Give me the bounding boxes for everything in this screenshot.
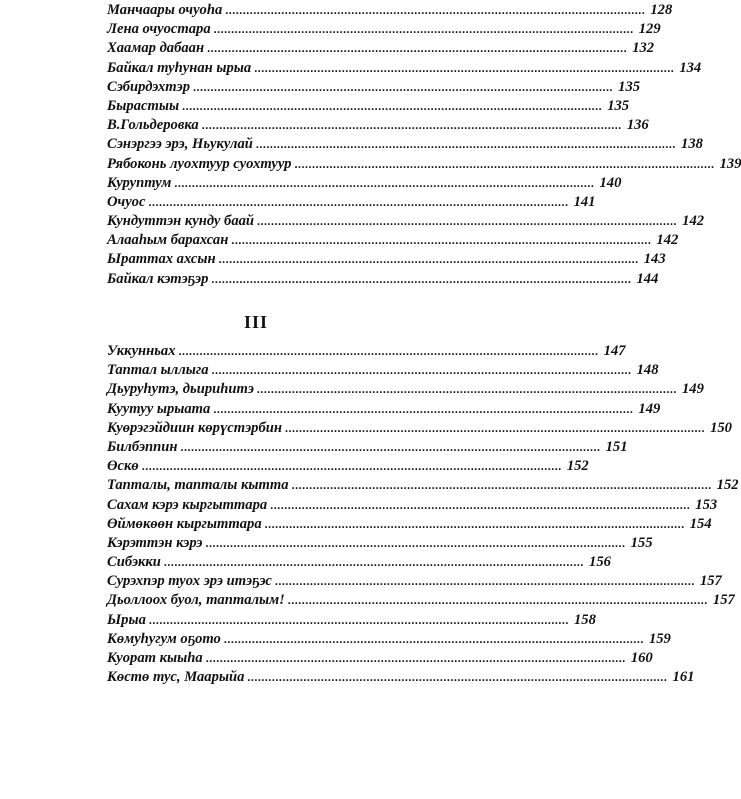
toc-entry-title: Билбэппин xyxy=(107,438,178,455)
toc-entry-page: 139 xyxy=(719,155,741,172)
dot-leader: ........................................................................................................................ xyxy=(284,420,705,435)
dot-leader: ........................................................................................................................ xyxy=(247,670,668,685)
toc-entry-page: 136 xyxy=(626,117,649,134)
toc-entry xyxy=(107,97,630,116)
toc-entry-title: Ыраттах ахсын xyxy=(107,251,216,268)
toc-entry-title: Сурэхпэр туох эрэ итэҕэс xyxy=(107,573,272,590)
dot-leader: ........................................................................................................................ xyxy=(182,98,603,113)
dot-leader: ........................................................................................................................ xyxy=(213,22,634,37)
toc-entry-title: Сэнэргээ эрэ, Ньукулай xyxy=(107,136,253,153)
dot-leader: ........................................................................................................................ xyxy=(223,631,644,646)
dot-leader: ........................................................................................................................ xyxy=(163,555,584,570)
toc-entry xyxy=(107,78,641,97)
toc-entry-page: 141 xyxy=(573,193,596,210)
toc-entry-title: Манчаары очуоһа xyxy=(107,2,223,18)
toc-entry-page: 150 xyxy=(710,419,732,436)
toc-entry-title: Рябоконь лyoхтуур суохтуур xyxy=(107,155,292,172)
dot-leader: ........................................................................................................................ xyxy=(174,175,595,190)
toc-entry xyxy=(107,250,666,269)
toc-entry-page: 158 xyxy=(573,611,596,628)
toc-entry xyxy=(107,193,596,212)
dot-leader: ........................................................................................................................ xyxy=(211,363,632,378)
toc-entry xyxy=(107,496,718,515)
toc-entry xyxy=(107,457,589,476)
toc-entry-page: 134 xyxy=(679,59,702,76)
dot-leader: ........................................................................................................................ xyxy=(148,194,569,209)
toc-entry-page: 142 xyxy=(682,213,705,230)
toc-entry-title: Дьоллоох буол, тапталым! xyxy=(107,592,285,609)
toc-entry-title: Ырыа xyxy=(107,611,146,628)
toc-entry xyxy=(107,135,703,154)
toc-entry-page: 152 xyxy=(566,458,589,475)
toc-entry-page: 129 xyxy=(638,21,661,38)
toc-entry-title: Таптал ыллыга xyxy=(107,362,209,379)
toc-entry-title: Сэбирдэхтэр xyxy=(107,78,191,95)
toc-entry-title: Хаамар дабаан xyxy=(107,40,205,57)
dot-leader: ........................................................................................................................ xyxy=(218,252,639,267)
toc-entry-title: Көмуһугум оҕото xyxy=(107,630,221,647)
dot-leader: ........................................................................................................................ xyxy=(193,79,614,94)
toc-entry-title: Быpaстыы xyxy=(107,97,180,114)
toc-list-part-two xyxy=(107,342,739,687)
dot-leader: ........................................................................................................................ xyxy=(211,271,632,286)
toc-entry xyxy=(107,649,653,668)
toc-entry xyxy=(107,270,659,289)
toc-entry xyxy=(107,155,741,174)
toc-entry xyxy=(107,116,649,135)
toc-entry-title: Куөрэгэйдиин көрүстэрбин xyxy=(107,419,282,436)
toc-entry-title: Байкал кэтэҕэр xyxy=(107,270,209,287)
toc-entry xyxy=(107,630,671,649)
toc-entry-page: 151 xyxy=(605,438,628,455)
toc-entry xyxy=(107,572,722,591)
toc-entry-title: Очуос xyxy=(107,193,146,210)
toc-entry xyxy=(107,553,611,572)
toc-entry-page: 128 xyxy=(650,2,673,18)
toc-entry-page: 142 xyxy=(656,232,679,249)
dot-leader: ........................................................................................................................ xyxy=(254,60,675,75)
toc-entry-title: Сахам кэрэ кыргыттара xyxy=(107,496,268,513)
toc-entry-title: Лена очуостара xyxy=(107,21,211,38)
dot-leader: ........................................................................................................................ xyxy=(231,233,652,248)
toc-entry-page: 147 xyxy=(603,343,626,359)
toc-entry-page: 155 xyxy=(630,534,653,551)
toc-entry-page: 153 xyxy=(695,496,718,513)
toc-entry-title: Куруптум xyxy=(107,174,172,191)
toc-entry-page: 132 xyxy=(632,40,655,57)
toc-entry-title: Куорат кыыһа xyxy=(107,650,203,666)
dot-leader: ........................................................................................................................ xyxy=(257,214,678,229)
dot-leader: ........................................................................................................................ xyxy=(201,118,622,133)
toc-entry xyxy=(107,342,626,361)
toc-entry-page: 157 xyxy=(699,573,722,590)
toc-entry-page: 156 xyxy=(589,554,611,571)
toc-entry-title: Өскө xyxy=(107,458,139,475)
dot-leader: ........................................................................................................................ xyxy=(148,612,569,627)
dot-leader: ........................................................................................................................ xyxy=(270,497,691,512)
dot-leader: ........................................................................................................................ xyxy=(178,344,599,358)
toc-entry xyxy=(107,361,659,380)
toc-entry-title: В.Гольдеровка xyxy=(107,117,199,134)
toc-list-part-one xyxy=(107,1,741,289)
toc-entry-title: Тапталы, тапталы кытта xyxy=(107,477,289,494)
section-heading: III xyxy=(243,312,268,332)
dot-leader: ........................................................................................................................ xyxy=(287,593,708,608)
toc-entry-page: 138 xyxy=(681,136,703,153)
toc-entry-page: 160 xyxy=(630,650,653,666)
toc-entry-title: Куутуу ырыата xyxy=(107,400,211,417)
toc-entry-title: Байкал туһунан ырыа xyxy=(107,59,252,76)
toc-entry xyxy=(107,174,622,193)
dot-leader: ........................................................................................................................ xyxy=(255,137,676,152)
toc-entry-title: Алааһым барахсан xyxy=(107,232,229,249)
toc-entry xyxy=(107,419,732,438)
toc-entry-title: Уккунньах xyxy=(107,343,176,359)
dot-leader: ........................................................................................................................ xyxy=(180,439,601,454)
toc-entry-page: 149 xyxy=(638,400,661,417)
dot-leader: ........................................................................................................................ xyxy=(205,651,626,665)
toc-entry-page: 144 xyxy=(636,270,659,287)
dot-leader: ........................................................................................................................ xyxy=(141,459,562,474)
toc-entry xyxy=(107,534,653,553)
dot-leader: ........................................................................................................................ xyxy=(205,535,626,550)
toc-entry xyxy=(107,400,661,419)
toc-entry-page: 148 xyxy=(636,362,659,379)
dot-leader: ........................................................................................................................ xyxy=(225,3,646,17)
toc-entry xyxy=(107,515,712,534)
toc-entry xyxy=(107,668,695,687)
toc-entry xyxy=(107,59,702,78)
dot-leader: ........................................................................................................................ xyxy=(294,156,715,171)
toc-entry-page: 154 xyxy=(689,515,712,532)
toc-entry xyxy=(107,438,628,457)
dot-leader: ........................................................................................................................ xyxy=(291,478,712,493)
dot-leader: ........................................................................................................................ xyxy=(264,516,685,531)
toc-entry-title: Сибэкки xyxy=(107,554,161,571)
toc-entry xyxy=(107,591,735,610)
toc-entry-page: 143 xyxy=(643,251,666,268)
toc-entry xyxy=(107,476,739,495)
toc-entry-page: 159 xyxy=(648,630,671,647)
toc-entry-title: Көстө тус, Маарыйа xyxy=(107,669,245,686)
toc-entry-page: 149 xyxy=(682,381,704,398)
toc-entry xyxy=(107,611,596,630)
toc-entry-page: 161 xyxy=(672,669,695,686)
toc-entry xyxy=(107,231,679,250)
toc-entry-page: 152 xyxy=(716,477,739,494)
dot-leader: ........................................................................................................................ xyxy=(274,574,695,589)
toc-entry-title: Дьуруһутэ, дьириһитэ xyxy=(107,381,254,398)
toc-entry-page: 157 xyxy=(712,592,735,609)
toc-entry xyxy=(107,212,705,231)
toc-entry-page: 135 xyxy=(618,78,641,95)
dot-leader: ........................................................................................................................ xyxy=(256,382,677,397)
toc-entry-title: Өймөкөөн кыргыттара xyxy=(107,515,262,532)
toc-entry xyxy=(107,39,655,58)
toc-entry xyxy=(107,1,673,20)
dot-leader: ........................................................................................................................ xyxy=(207,41,628,56)
toc-entry xyxy=(107,380,704,399)
toc-entry-page: 135 xyxy=(607,97,630,114)
toc-entry-title: Кундуттэн кунду баай xyxy=(107,213,255,230)
dot-leader: ........................................................................................................................ xyxy=(213,401,634,416)
toc-entry-title: Кэрэттэн кэрэ xyxy=(107,534,203,551)
toc-entry xyxy=(107,20,661,39)
toc-entry-page: 140 xyxy=(599,174,622,191)
